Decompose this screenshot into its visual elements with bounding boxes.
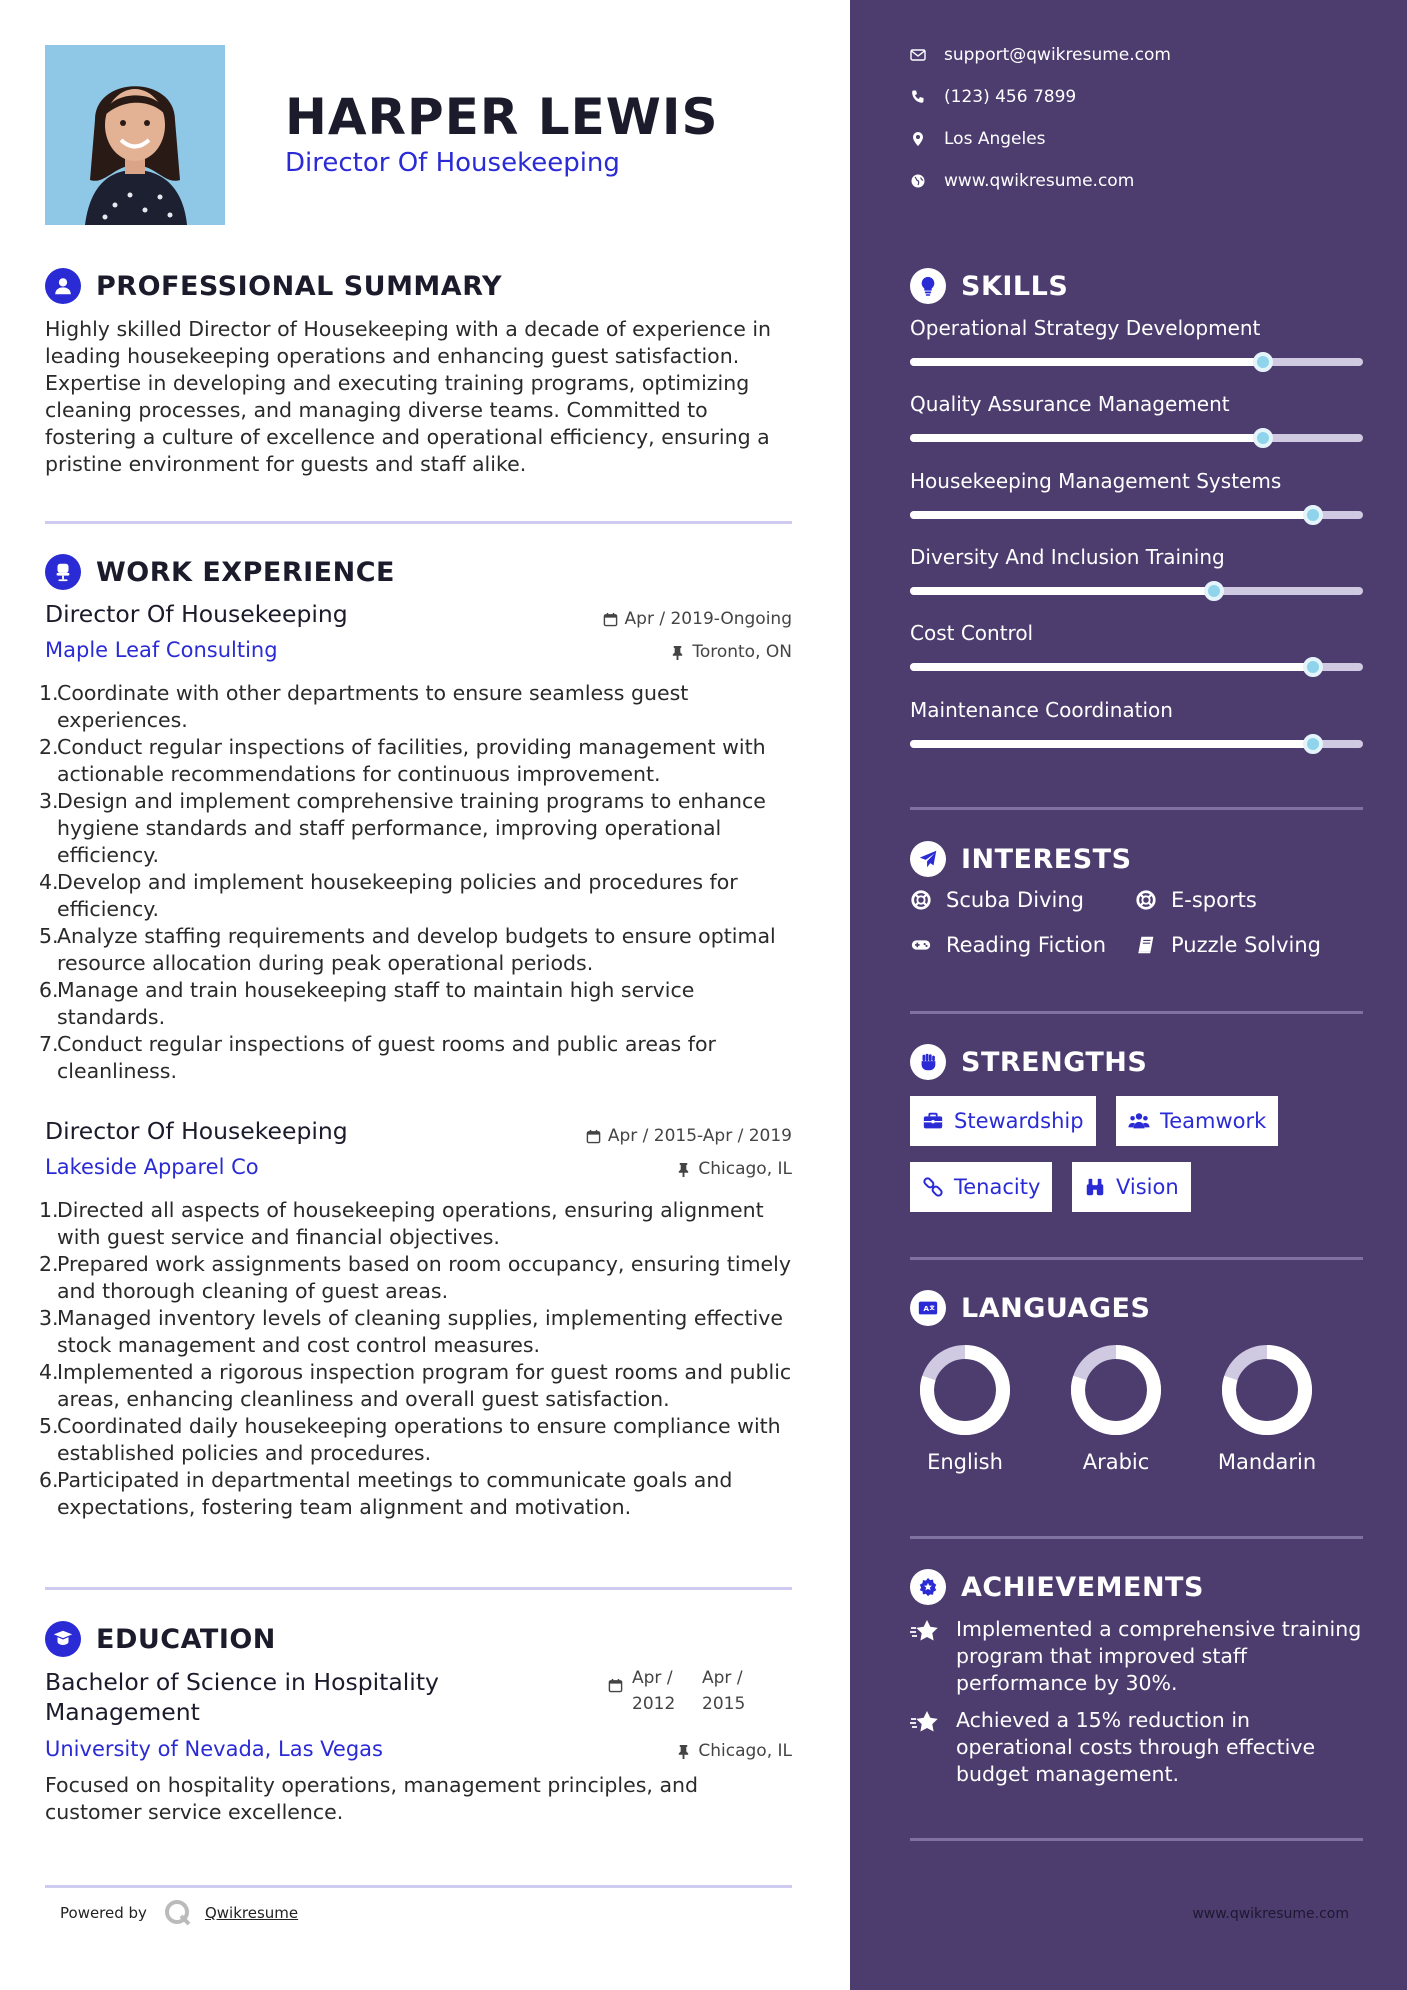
list-item: 6. Participated in departmental meetings to communicate goals and expectations, fostering team alignment and motivation. bbox=[39, 1468, 733, 1519]
strength-label: Tenacity bbox=[954, 1175, 1041, 1199]
divider bbox=[45, 521, 792, 524]
strength-label: Vision bbox=[1116, 1175, 1179, 1199]
skill-level-knob bbox=[1253, 352, 1273, 372]
list-item: 3. Managed inventory levels of cleaning supplies, implementing effective stock management and cost control measures. bbox=[39, 1306, 783, 1357]
language-proficiency-ring bbox=[1068, 1342, 1164, 1438]
skill-bar bbox=[910, 587, 1363, 595]
job-location bbox=[670, 642, 792, 662]
school-name: University of Nevada, Las Vegas bbox=[45, 1737, 383, 1761]
skill-name: Housekeeping Management Systems bbox=[910, 469, 1282, 493]
end-month: Apr / bbox=[702, 1668, 743, 1688]
contact-website bbox=[910, 171, 1134, 191]
education-heading bbox=[45, 1621, 276, 1657]
language-item bbox=[910, 1342, 1020, 1474]
lifebuoy-icon bbox=[1135, 889, 1157, 911]
strength-tag bbox=[1072, 1162, 1191, 1212]
list-item: 5. Coordinated daily housekeeping operations to ensure compliance with established policies and procedures. bbox=[39, 1414, 781, 1465]
interests-heading bbox=[910, 841, 1132, 877]
job-dates bbox=[586, 1126, 792, 1146]
skill-bar bbox=[910, 740, 1363, 748]
star-icon bbox=[910, 1618, 940, 1644]
language-name: Arabic bbox=[1082, 1450, 1150, 1474]
envelope-icon bbox=[910, 47, 926, 63]
star-icon bbox=[910, 1709, 940, 1735]
interest-label: Reading Fiction bbox=[946, 933, 1107, 957]
list-item: 2. Conduct regular inspections of facilities, providing management with actionable recommendations for continuous improvement. bbox=[39, 735, 766, 786]
profile-photo bbox=[45, 45, 225, 225]
language-name: Mandarin bbox=[1217, 1450, 1317, 1474]
interest-item bbox=[1135, 888, 1257, 912]
job-dates bbox=[603, 609, 792, 629]
interest-item bbox=[1135, 933, 1321, 957]
strength-tag bbox=[1116, 1096, 1278, 1146]
strength-label: Teamwork bbox=[1160, 1109, 1267, 1133]
lightbulb-icon bbox=[910, 268, 946, 304]
interests-title: INTERESTS bbox=[961, 843, 1132, 875]
job-dates-text: Apr / 2019-Ongoing bbox=[624, 609, 792, 629]
users-icon bbox=[1128, 1110, 1150, 1132]
skill-item bbox=[910, 621, 1363, 671]
skill-name: Maintenance Coordination bbox=[910, 698, 1173, 722]
education-title: EDUCATION bbox=[96, 1623, 276, 1655]
footer-powered bbox=[60, 1898, 298, 1928]
strength-tag bbox=[910, 1162, 1052, 1212]
divider bbox=[45, 1885, 792, 1888]
list-item: 5. Analyze staffing requirements and develop budgets to ensure optimal resource allocation during peak operational periods. bbox=[39, 924, 776, 975]
pin-icon bbox=[670, 645, 685, 660]
skill-item bbox=[910, 545, 1363, 595]
languages-title: LANGUAGES bbox=[961, 1292, 1151, 1324]
footer-site[interactable]: www.qwikresume.com bbox=[1192, 1906, 1349, 1922]
divider bbox=[910, 1011, 1363, 1014]
list-item: 1. Directed all aspects of housekeeping operations, ensuring alignment with guest service and financial objectives. bbox=[39, 1198, 764, 1249]
end-year: 2015 bbox=[702, 1694, 746, 1714]
strength-tag bbox=[910, 1096, 1096, 1146]
skill-level-knob bbox=[1303, 657, 1323, 677]
interest-label: E-sports bbox=[1171, 888, 1257, 912]
list-item: 6. Manage and train housekeeping staff to maintain high service standards. bbox=[39, 978, 695, 1029]
user-icon bbox=[45, 268, 81, 304]
languages-heading bbox=[910, 1290, 1150, 1326]
skill-level-knob bbox=[1204, 581, 1224, 601]
job-location bbox=[676, 1159, 792, 1179]
link-icon bbox=[922, 1176, 944, 1198]
contact-phone bbox=[910, 87, 1076, 107]
degree bbox=[45, 1667, 439, 1727]
divider bbox=[45, 1587, 792, 1590]
job-bullets bbox=[39, 680, 795, 1085]
candidate-title: Director Of Housekeeping bbox=[285, 148, 620, 178]
divider bbox=[910, 1536, 1363, 1539]
interest-label: Puzzle Solving bbox=[1171, 933, 1321, 957]
calendar-icon bbox=[603, 612, 618, 627]
skill-fill bbox=[910, 740, 1313, 748]
skill-fill bbox=[910, 663, 1313, 671]
skill-bar bbox=[910, 511, 1363, 519]
education-description: Focused on hospitality operations, management principles, and customer service excellence. bbox=[45, 1773, 699, 1824]
skill-level-knob bbox=[1303, 734, 1323, 754]
svg-text:A: A bbox=[923, 1303, 930, 1313]
interest-item bbox=[910, 933, 1106, 957]
achievement-item bbox=[910, 1707, 1370, 1788]
skill-fill bbox=[910, 511, 1313, 519]
skill-fill bbox=[910, 434, 1263, 442]
start-date bbox=[632, 1665, 702, 1717]
start-year: 2012 bbox=[632, 1694, 676, 1714]
list-item: 4. Implemented a rigorous inspection program for guest rooms and public areas, enhancing cleanliness and overall guest satisfaction. bbox=[39, 1360, 792, 1411]
sidebar bbox=[850, 0, 1407, 1990]
skill-item bbox=[910, 392, 1363, 442]
divider bbox=[910, 807, 1363, 810]
brand-link[interactable]: Qwikresume bbox=[204, 1904, 299, 1922]
language-item bbox=[1212, 1342, 1322, 1474]
summary-title: PROFESSIONAL SUMMARY bbox=[96, 270, 503, 302]
fist-icon bbox=[910, 1044, 946, 1080]
skill-item bbox=[910, 698, 1363, 748]
skill-name: Diversity And Inclusion Training bbox=[910, 545, 1225, 569]
phone-text: (123) 456 7899 bbox=[944, 87, 1077, 107]
language-proficiency-ring bbox=[1219, 1342, 1315, 1438]
skill-level-knob bbox=[1303, 505, 1323, 525]
job-bullets bbox=[39, 1197, 795, 1521]
location-text: Los Angeles bbox=[944, 129, 1046, 149]
skills-title: SKILLS bbox=[961, 270, 1069, 302]
list-item: 4. Develop and implement housekeeping policies and procedures for efficiency. bbox=[39, 870, 738, 921]
skill-level-knob bbox=[1253, 428, 1273, 448]
book-icon bbox=[1135, 934, 1157, 956]
list-item: 3. Design and implement comprehensive training programs to enhance hygiene standards and staff performance, improving operational efficiency. bbox=[39, 789, 766, 867]
company-name: Maple Leaf Consulting bbox=[45, 638, 278, 662]
strength-label: Stewardship bbox=[954, 1109, 1084, 1133]
end-date bbox=[702, 1665, 772, 1717]
divider bbox=[910, 1838, 1363, 1841]
briefcase-icon bbox=[922, 1110, 944, 1132]
map-marker-icon bbox=[910, 131, 926, 147]
paper-plane-icon bbox=[910, 841, 946, 877]
phone-icon bbox=[910, 89, 926, 105]
list-item: 1. Coordinate with other departments to ensure seamless guest experiences. bbox=[39, 681, 689, 732]
education-location-text: Chicago, IL bbox=[698, 1741, 792, 1761]
interest-label: Scuba Diving bbox=[946, 888, 1084, 912]
contact-location bbox=[910, 129, 1046, 149]
language-name: English bbox=[927, 1450, 1003, 1474]
job-title: Director Of Housekeeping bbox=[45, 600, 348, 628]
language-proficiency-ring bbox=[917, 1342, 1013, 1438]
powered-by-label: Powered by bbox=[60, 1904, 147, 1922]
lifebuoy-icon bbox=[910, 889, 932, 911]
job-location-text: Toronto, ON bbox=[692, 642, 792, 662]
experience-title: WORK EXPERIENCE bbox=[96, 556, 395, 588]
strengths-heading bbox=[910, 1044, 1147, 1080]
skill-name: Operational Strategy Development bbox=[910, 316, 1261, 340]
skill-name: Cost Control bbox=[910, 621, 1034, 645]
avatar-portrait bbox=[45, 45, 225, 225]
achievements-title: ACHIEVEMENTS bbox=[961, 1571, 1204, 1603]
achievement-item bbox=[910, 1616, 1370, 1697]
language-icon bbox=[910, 1290, 946, 1326]
summary-text: Highly skilled Director of Housekeeping with a decade of experience in leading housekeeping operations and enhancing guest satisfaction. Expertise in developing and executing training programs, optimizing cleaning processes, and managing diverse teams. Committed to fostering a culture of excellence and operational efficiency, ensuring a pristine environment for guests and staff alike. bbox=[45, 317, 772, 476]
skill-bar bbox=[910, 358, 1363, 366]
skill-fill bbox=[910, 587, 1214, 595]
skill-bar bbox=[910, 434, 1363, 442]
job-dates-text: Apr / 2015-Apr / 2019 bbox=[607, 1126, 792, 1146]
award-star-icon bbox=[910, 1569, 946, 1605]
skills-heading bbox=[910, 268, 1068, 304]
gamepad-icon bbox=[910, 934, 932, 956]
degree-line: Management bbox=[45, 1698, 200, 1726]
email-text[interactable]: support@qwikresume.com bbox=[944, 45, 1171, 65]
skill-bar bbox=[910, 663, 1363, 671]
achievement-text: Achieved a 15% reduction in operational costs through effective budget management. bbox=[956, 1708, 1316, 1786]
binoculars-icon bbox=[1084, 1176, 1106, 1198]
qwikresume-logo-icon bbox=[163, 1898, 193, 1928]
achievements-heading bbox=[910, 1569, 1204, 1605]
list-item: 7. Conduct regular inspections of guest rooms and public areas for cleanliness. bbox=[39, 1032, 716, 1083]
strengths-title: STRENGTHS bbox=[961, 1046, 1148, 1078]
pin-icon bbox=[676, 1162, 691, 1177]
job-location-text: Chicago, IL bbox=[698, 1159, 792, 1179]
divider bbox=[910, 1257, 1363, 1260]
language-item bbox=[1061, 1342, 1171, 1474]
office-chair-icon bbox=[45, 554, 81, 590]
globe-icon bbox=[910, 173, 926, 189]
graduate-icon bbox=[45, 1621, 81, 1657]
skill-fill bbox=[910, 358, 1263, 366]
experience-heading bbox=[45, 554, 395, 590]
degree-line: Bachelor of Science in Hospitality bbox=[45, 1668, 439, 1696]
summary-heading bbox=[45, 268, 502, 304]
skill-item bbox=[910, 469, 1363, 519]
interest-item bbox=[910, 888, 1084, 912]
achievement-text: Implemented a comprehensive training program that improved staff performance by 30%. bbox=[956, 1617, 1362, 1695]
start-month: Apr / bbox=[632, 1668, 673, 1688]
website-text[interactable]: www.qwikresume.com bbox=[944, 171, 1135, 191]
contact-email bbox=[910, 45, 1171, 65]
pin-icon bbox=[676, 1744, 691, 1759]
education-dates bbox=[608, 1665, 772, 1717]
skill-item bbox=[910, 316, 1363, 366]
calendar-icon bbox=[608, 1678, 623, 1693]
calendar-icon bbox=[586, 1129, 601, 1144]
education-location bbox=[676, 1741, 792, 1761]
skill-name: Quality Assurance Management bbox=[910, 392, 1230, 416]
list-item: 2. Prepared work assignments based on room occupancy, ensuring timely and thorough cleaning of guest areas. bbox=[39, 1252, 791, 1303]
candidate-name: HARPER LEWIS bbox=[285, 88, 719, 146]
job-title: Director Of Housekeeping bbox=[45, 1117, 348, 1145]
company-name: Lakeside Apparel Co bbox=[45, 1155, 259, 1179]
